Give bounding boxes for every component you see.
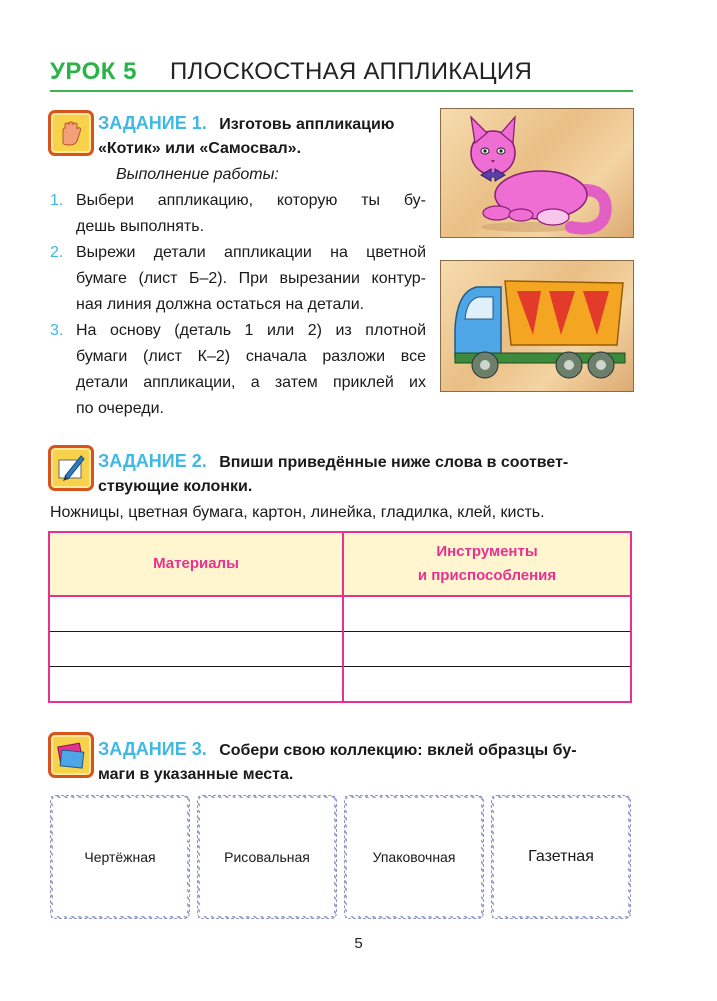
task1-heading	[98, 110, 394, 138]
paper-sample-slot-drawing[interactable]	[50, 795, 190, 919]
table-header-row	[49, 532, 631, 596]
list-item	[50, 318, 430, 422]
task1-label: ЗАДАНИЕ 1.	[98, 113, 207, 133]
card-label: Упаковочная	[372, 849, 456, 865]
table-cell-materials[interactable]	[49, 667, 343, 703]
column-header-tools: Инструменты и приспособления	[343, 532, 631, 596]
dump-truck-applique-image	[440, 260, 634, 392]
paper-sample-slot-art[interactable]	[197, 795, 337, 919]
lesson-title: ПЛОСКОСТНАЯ АППЛИКАЦИЯ	[170, 58, 533, 85]
step-text: На основу (деталь 1 или 2) из плотной	[76, 322, 426, 339]
page-number: 5	[354, 935, 363, 952]
paper-sample-slot-packing[interactable]	[344, 795, 484, 919]
task1-text-line2: «Котик» или «Самосвал».	[98, 140, 302, 157]
step-text: по очереди.	[76, 400, 164, 417]
step-text: детали аппликации, а затем приклей их	[76, 374, 426, 391]
task3-heading	[98, 736, 577, 764]
paper-stack-icon	[48, 732, 94, 778]
table-cell-materials[interactable]	[49, 632, 343, 667]
step-text: Выбери аппликацию, которую ты бу-	[76, 192, 426, 209]
step-text: Вырежи детали аппликации на цветной	[76, 244, 426, 261]
step-text: бумаге (лист Б–2). При вырезании контур-	[76, 270, 426, 287]
card-label: Рисовальная	[224, 849, 310, 865]
paper-sample-slot-newspaper[interactable]	[491, 795, 631, 919]
task3-text-line1: Собери свою коллекцию: вклей образцы бу-	[219, 742, 577, 759]
cat-applique-image	[440, 108, 634, 238]
pen-nib-icon	[48, 445, 94, 491]
step-number: 3.	[50, 322, 64, 339]
task2-text-line2: ствующие колонки.	[98, 478, 253, 495]
lesson-number: УРОК 5	[50, 58, 137, 85]
step-number: 1.	[50, 192, 64, 209]
task2-label: ЗАДАНИЕ 2.	[98, 451, 207, 471]
table-cell-materials[interactable]	[49, 596, 343, 632]
step-number: 2.	[50, 244, 64, 261]
list-item	[50, 240, 430, 318]
task3-text-line2: маги в указанные места.	[98, 766, 294, 783]
header-divider	[50, 90, 633, 92]
column-header-materials: Материалы	[49, 532, 343, 596]
task1-subheading: Выполнение работы:	[116, 166, 279, 183]
sorting-table	[48, 531, 632, 703]
card-label: Чертёжная	[84, 849, 156, 865]
table-cell-tools[interactable]	[343, 632, 631, 667]
table-cell-tools[interactable]	[343, 596, 631, 632]
step-text: дешь выполнять.	[76, 218, 205, 235]
task2-heading	[98, 448, 568, 476]
list-item	[50, 188, 430, 240]
card-label: Газетная	[528, 848, 594, 865]
task2-word-list: Ножницы, цветная бумага, картон, линейка, гладилка, клей, кисть.	[50, 504, 545, 521]
step-text: бумаги (лист К–2) сначала разложи все	[76, 348, 426, 365]
task1-text-line1: Изготовь аппликацию	[219, 116, 395, 133]
table-row	[49, 667, 631, 703]
table-row	[49, 596, 631, 632]
table-row	[49, 632, 631, 667]
task1-steps	[50, 188, 430, 422]
hand-palm-icon	[48, 110, 94, 156]
step-text: ная линия должна остаться на детали.	[76, 296, 365, 313]
task3-label: ЗАДАНИЕ 3.	[98, 739, 207, 759]
table-cell-tools[interactable]	[343, 667, 631, 703]
task2-text-line1: Впиши приведённые ниже слова в соответ-	[219, 454, 569, 471]
